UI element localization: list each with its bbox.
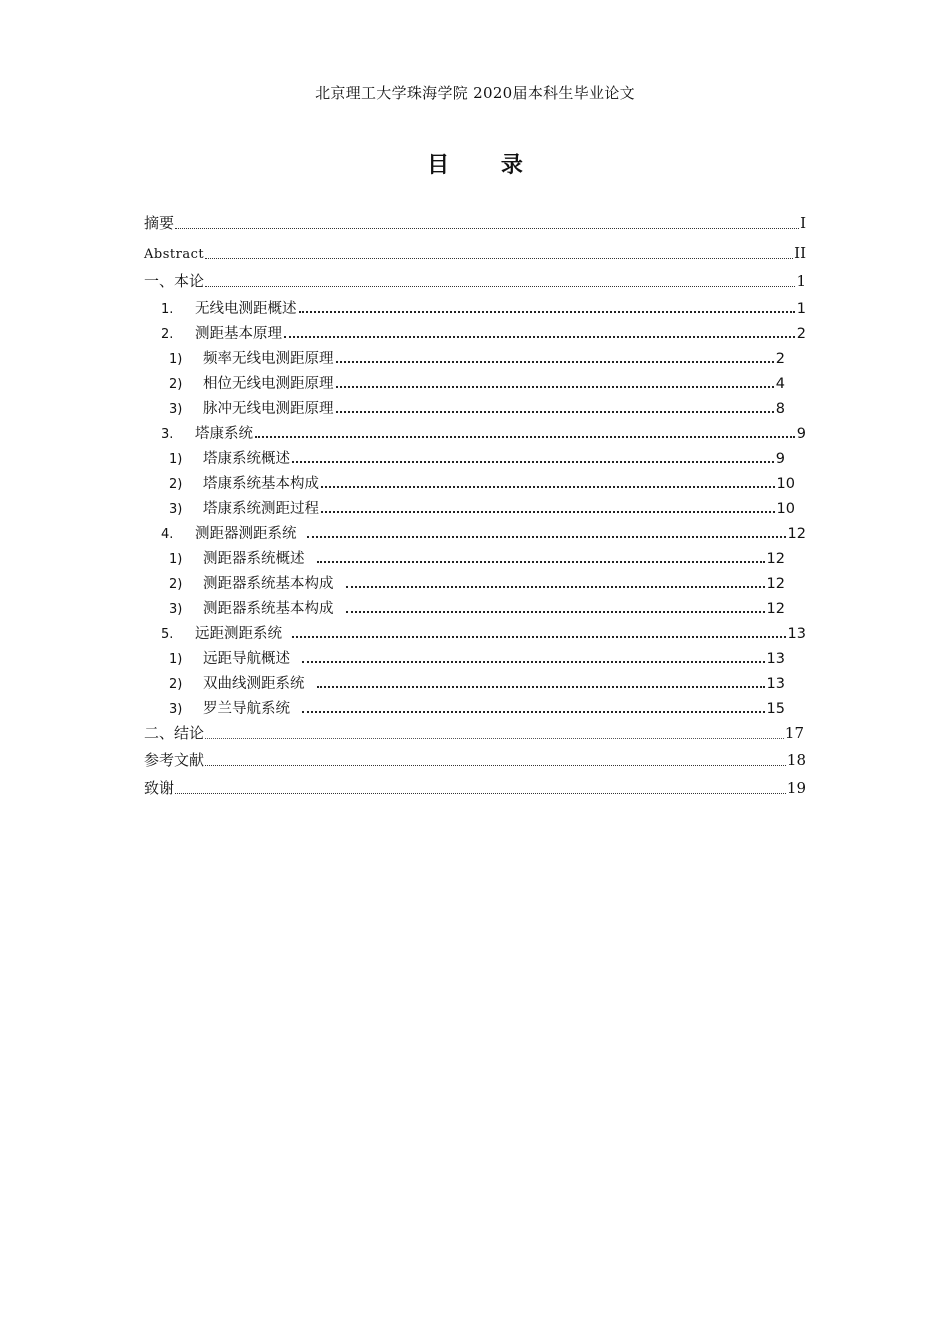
toc-entry-number: 5.	[161, 627, 174, 642]
toc-entry-section-5-1[interactable]	[169, 648, 785, 670]
toc-entry-label: 远距测距系统	[195, 626, 282, 642]
toc-entry-label: Abstract	[144, 247, 205, 262]
page-header: 北京理工大学珠海学院 2020届本科生毕业论文	[315, 84, 635, 102]
toc-entry-label: 参考文献	[144, 751, 205, 769]
toc-entry-page: 2	[775, 351, 785, 367]
toc-entry-label: 摘要	[144, 214, 175, 232]
toc-entry-label: 致谢	[144, 779, 175, 797]
toc-leader	[205, 278, 795, 287]
toc-entry-section-2-2[interactable]	[169, 373, 785, 395]
toc-entry-section-3-1[interactable]	[169, 448, 785, 470]
toc-entry-conclusion[interactable]	[144, 722, 804, 744]
toc-leader	[292, 455, 774, 463]
toc-entry-page: 12	[766, 551, 785, 567]
toc-leader	[346, 605, 765, 613]
toc-entry-section-2-1[interactable]	[169, 348, 785, 370]
toc-leader	[292, 630, 786, 638]
toc-entry-section-4-2[interactable]	[169, 573, 785, 595]
toc-entry-section-3-3[interactable]	[169, 498, 795, 520]
toc-entry-label: 测距器系统基本构成	[203, 576, 334, 592]
toc-entry-section-1[interactable]	[161, 298, 806, 320]
toc-leader	[321, 505, 775, 513]
toc-entry-main-body[interactable]	[144, 270, 806, 292]
toc-entry-label: 相位无线电测距原理	[203, 376, 334, 392]
toc-leader	[255, 430, 795, 438]
toc-leader	[302, 705, 765, 713]
toc-title: 目 录	[427, 153, 545, 178]
toc-entry-label: 测距器系统基本构成	[203, 601, 334, 617]
toc-leader	[299, 305, 795, 313]
toc-leader	[317, 555, 765, 563]
toc-entry-abstract-en[interactable]	[144, 242, 806, 264]
toc-leader	[205, 730, 784, 739]
toc-entry-number: 1)	[169, 352, 183, 367]
toc-leader	[346, 580, 765, 588]
toc-entry-label: 无线电测距概述	[195, 301, 297, 317]
toc-entry-label: 测距器系统概述	[203, 551, 305, 567]
toc-entry-section-5-2[interactable]	[169, 673, 785, 695]
toc-entry-number: 1)	[169, 452, 183, 467]
toc-entry-label: 脉冲无线电测距原理	[203, 401, 334, 417]
toc-entry-label: 塔康系统测距过程	[203, 501, 319, 517]
toc-entry-label: 一、本论	[144, 272, 205, 290]
toc-leader	[336, 355, 774, 363]
toc-entry-page: 12	[787, 526, 806, 542]
toc-entry-page: 10	[776, 501, 795, 517]
toc-leader	[175, 220, 799, 229]
toc-entry-label: 频率无线电测距原理	[203, 351, 334, 367]
toc-entry-acknowledgements[interactable]	[144, 777, 806, 799]
toc-entry-page: 10	[776, 476, 795, 492]
toc-entry-page: 17	[784, 724, 804, 742]
toc-entry-page: 18	[786, 751, 806, 769]
toc-entry-label: 测距器测距系统	[195, 526, 297, 542]
toc-entry-page: 9	[796, 426, 806, 442]
toc-entry-page: 2	[796, 326, 806, 342]
toc-leader	[284, 330, 795, 338]
toc-entry-label: 罗兰导航系统	[203, 701, 290, 717]
toc-entry-number: 2.	[161, 327, 174, 342]
toc-leader	[307, 530, 786, 538]
toc-entry-label: 测距基本原理	[195, 326, 282, 342]
toc-entry-label: 双曲线测距系统	[203, 676, 305, 692]
toc-entry-number: 3)	[169, 502, 183, 517]
toc-entry-label: 塔康系统概述	[203, 451, 290, 467]
toc-entry-number: 1)	[169, 652, 183, 667]
toc-entry-page: 13	[787, 626, 806, 642]
toc-leader	[302, 655, 765, 663]
toc-entry-page: 13	[766, 651, 785, 667]
toc-entry-section-5-3[interactable]	[169, 698, 785, 720]
toc-entry-number: 4.	[161, 527, 174, 542]
toc-leader	[205, 757, 786, 766]
toc-leader	[321, 480, 775, 488]
toc-entry-label: 塔康系统	[195, 426, 253, 442]
toc-entry-page: 1	[796, 272, 806, 290]
toc-entry-section-3[interactable]	[161, 423, 806, 445]
toc-entry-label: 塔康系统基本构成	[203, 476, 319, 492]
toc-entry-page: 9	[775, 451, 785, 467]
toc-entry-section-3-2[interactable]	[169, 473, 795, 495]
toc-entry-number: 3)	[169, 702, 183, 717]
toc-entry-page: 13	[766, 676, 785, 692]
toc-entry-number: 3)	[169, 402, 183, 417]
toc-entry-page: 12	[766, 576, 785, 592]
toc-entry-number: 3)	[169, 602, 183, 617]
toc-entry-page: 15	[766, 701, 785, 717]
toc-entry-number: 3.	[161, 427, 174, 442]
toc-entry-number: 1)	[169, 552, 183, 567]
toc-entry-section-2-3[interactable]	[169, 398, 785, 420]
toc-entry-section-2[interactable]	[161, 323, 806, 345]
toc-entry-page: II	[794, 244, 806, 262]
toc-entry-number: 2)	[169, 477, 183, 492]
toc-entry-number: 2)	[169, 577, 183, 592]
toc-leader	[205, 250, 793, 259]
toc-entry-number: 2)	[169, 377, 183, 392]
toc-leader	[175, 785, 786, 794]
toc-entry-number: 1.	[161, 302, 174, 317]
toc-entry-label: 远距导航概述	[203, 651, 290, 667]
toc-entry-section-4-3[interactable]	[169, 598, 785, 620]
toc-entry-page: 1	[796, 301, 806, 317]
toc-entry-page: I	[800, 214, 806, 232]
toc-leader	[336, 405, 774, 413]
toc-leader	[336, 380, 774, 388]
toc-entry-number: 2)	[169, 677, 183, 692]
toc-entry-page: 12	[766, 601, 785, 617]
toc-entry-label: 二、结论	[144, 724, 205, 742]
toc-entry-page: 19	[786, 779, 806, 797]
toc-entry-section-5[interactable]	[161, 623, 806, 645]
toc-leader	[317, 680, 765, 688]
toc-entry-page: 4	[775, 376, 785, 392]
toc-entry-references[interactable]	[144, 749, 806, 771]
toc-entry-section-4[interactable]	[161, 523, 806, 545]
toc-entry-section-4-1[interactable]	[169, 548, 785, 570]
toc-entry-page: 8	[775, 401, 785, 417]
toc-entry-abstract-cn[interactable]	[144, 212, 806, 234]
